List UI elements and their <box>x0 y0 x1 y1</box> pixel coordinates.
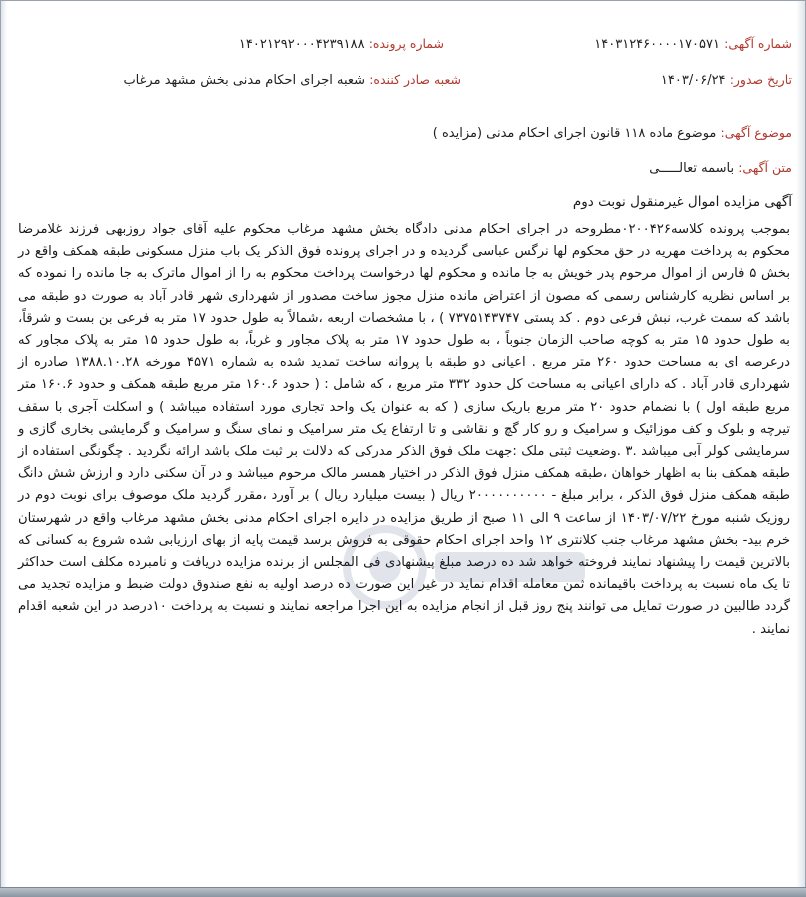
issuer-field <box>123 72 461 88</box>
subject-label: موضوع آگهی: <box>720 125 792 140</box>
issue-date-value: ۱۴۰۳/۰۶/۲۴ <box>660 73 726 88</box>
notice-heading: آگهی مزایده اموال غیرمنقول نوبت دوم <box>572 194 792 210</box>
ad-number-field <box>594 36 792 52</box>
subject-value: موضوع ماده ۱۱۸ قانون اجرای احکام مدنی (مزایده ) <box>432 126 717 141</box>
case-number-label: شماره پرونده: <box>368 36 444 51</box>
issue-date-field <box>661 72 792 88</box>
ad-text-field <box>649 160 792 176</box>
issuer-value: شعبه اجرای احکام مدنی بخش مشهد مرغاب <box>123 73 366 88</box>
ad-number-value: ۱۴۰۳۱۲۴۶۰۰۰۰۱۷۰۵۷۱ <box>594 37 720 52</box>
notice-body: بموجب پرونده کلاسه۰۲۰۰۴۲۶مطروحه در اجرای احکام مدنی دادگاه بخش مشهد مرغاب محکوم علیه آقای جواد روزبهی فرزند غلامرضا محکوم به پرداخت مهریه در حق محکوم لها نرگس عباسی گردیده و در اجرای پرونده فوق الذکر یک باب منزل مسکونی طبقه همکف واقع در بخش ۵ فارس از اموال مرحوم پدر خویش به جا مانده و محکوم لها درخواست پرداخت محکوم به را از اموال ماترک به جا مانده را نموده که بر اساس نظریه کارشناس رسمی که مصون از اعتراض مانده منزل مجوز ساخت مصدور از شهرداری شهر قادر آباد به صورت دو طبقه می باشد که سمت غرب، نبش فرعی دوم . کد پستی ۷۳۷۵۱۴۳۷۴۷ ) ، با مشخصات اربعه ،شمالاً به طول حدود ۱۷ متر به فرعی بن بست و شرقاً، به طول حدود ۱۵ متر به کوچه صاحب الزمان جنوباً ، به طول حدود ۱۷ متر به پلاک مجاور و غرباً، به طول حدود ۱۵ متر به پلاک مجاور که درعرصه ای به مساحت حدود ۲۶۰ متر مربع . اعیانی دو طبقه با پروانه ساخت تمدید شده به شماره ۴۵۷۱ مورخه ۱۳۸۸.۱۰.۲۸ صادره از شهرداری قادر آباد . که دارای اعیانی به مساحت کل حدود ۳۳۲ متر مربع ، که شامل : ( حدود ۱۶۰.۶ متر مربع طبقه همکف و حدود ۱۶۰.۶ متر مربع طبقه اول ) با نضمام حدود ۲۰ متر مربع باریک سازی ( که به عنوان یک واحد تجاری مورد استفاده میباشد ) و اسکلت آجری با سقف تیرچه و بلوک و کف موزائیک و سرامیک و رو کار گچ و نقاشی و تا ارتفاع یک متر سرامیک و نمای سنگ و سرامیک و گرمایشی بخاری گازی و سرمایشی کولر آبی میباشد .۳ .وضعیت ثبتی ملک :جهت ملک فوق الذکر مدرکی که دلالت بر ثبت ملک باشد ارائه نگردید . چگونگی استفاده از طبقه همکف بنا به اظهار خواهان ،طبقه همکف منزل فوق الذکر در اختیار همسر مالک مرحوم میباشد و در آن سکنی دارد و ارزش شش دانگ طبقه همکف منزل فوق الذکر ، برابر مبلغ - ۲۰۰۰۰۰۰۰۰۰۰ ریال ( بیست میلیارد ریال ) بر آورد ،مقرر گردید ملک موصوف برای نوبت دوم در روزیک شنبه مورخ ۱۴۰۳/۰۷/۲۲ از ساعت ۹ الی ۱۱ صبح از طریق مزایده در دایره اجرای احکام مدنی بخش مشهد مرغاب واقع در شهرستان خرم بید- بخش مشهد مرغاب جنب کلانتری ۱۲ واحد اجرای احکام حقوقی به فروش برسد قیمت پایه از بهای ارزیابی شده شروع به کسانی که بالاترین قیمت را پیشنهاد نمایند فروخته خواهد شد ده درصد مبلغ پیشنهادی فی المجلس از برنده مزایده دریافت و نامبرده مکلف است حداکثر تا یک ماه نسبت به پرداخت باقیمانده ثمن معامله اقدام نماید در غیر این صورت ده درصد اولیه به نفع صندوق دولت ضبط و مزایده تجدید می گردد طالبین در صورت تمایل می توانند پنج روز قبل از انجام مزایده به این اجرا مراجعه نمایند و نسبت به پرداخت ۱۰درصد در این شعبه اقدام نمایند . <box>18 222 791 637</box>
case-number-field <box>239 36 444 52</box>
ad-text-bismillah: باسمه تعالـــــی <box>649 161 735 176</box>
ad-number-label: شماره آگهی: <box>724 36 792 51</box>
issue-date-label: تاریخ صدور: <box>729 72 792 87</box>
case-number-value: ۱۴۰۲۱۲۹۲۰۰۰۴۲۳۹۱۸۸ <box>238 37 365 52</box>
bottom-bar <box>0 887 806 897</box>
subject-field <box>433 125 792 141</box>
ad-text-label: متن آگهی: <box>738 160 792 175</box>
issuer-label: شعبه صادر کننده: <box>369 72 461 87</box>
